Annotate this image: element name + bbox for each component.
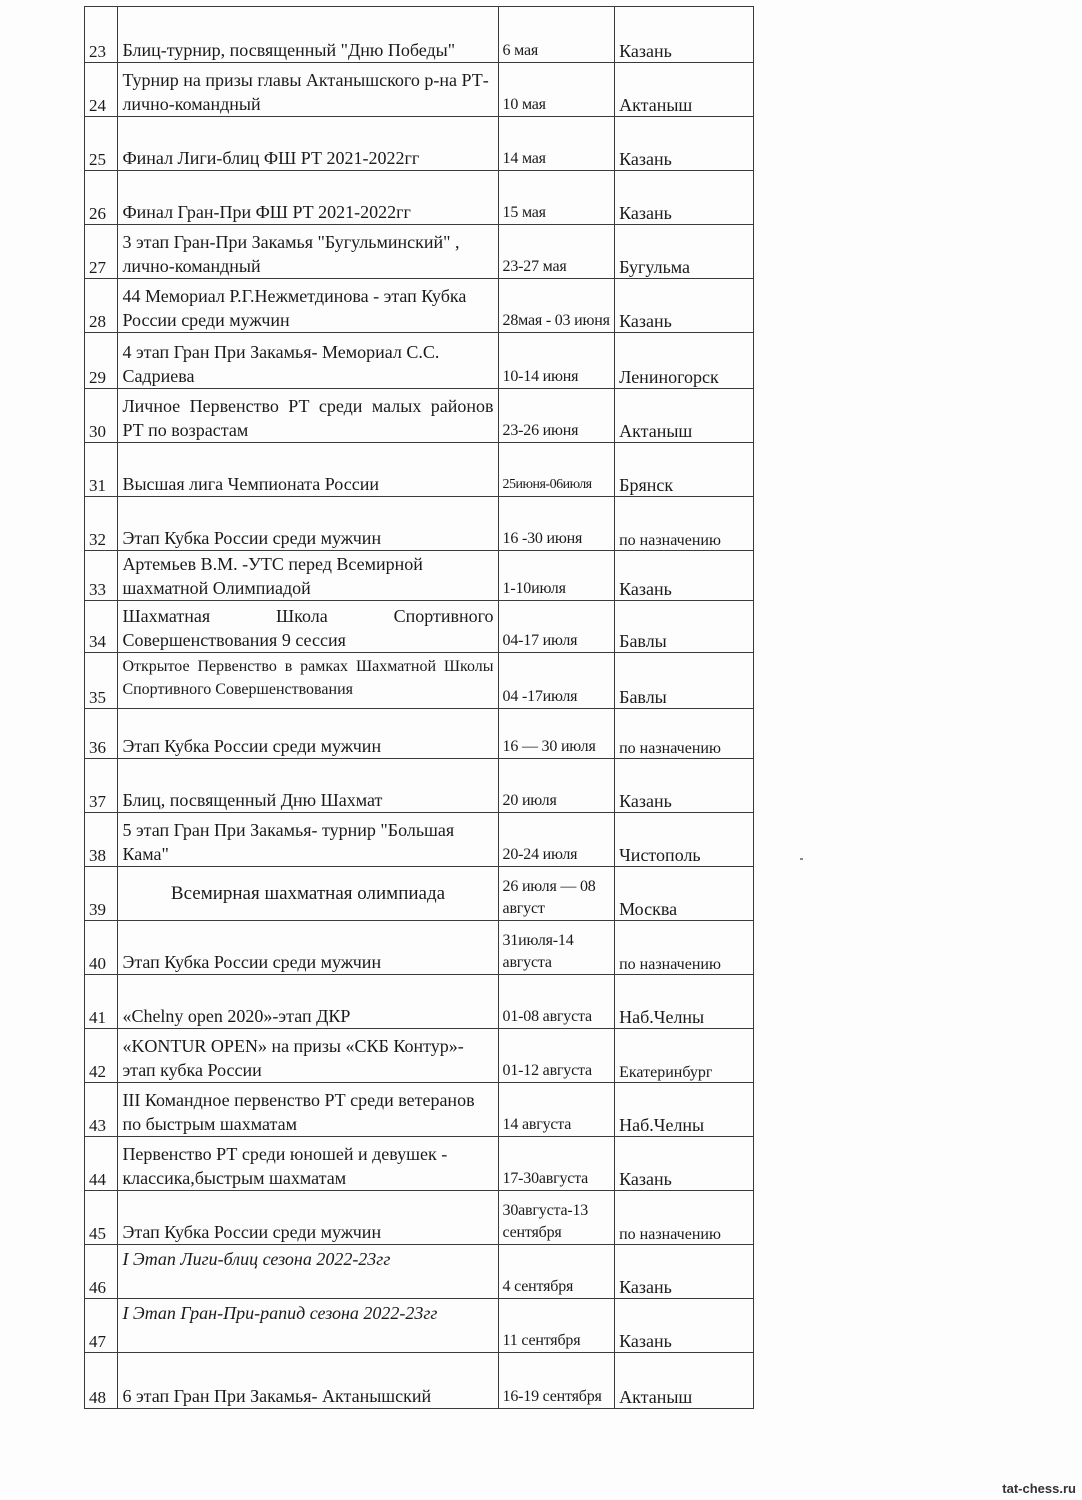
event-name: 44 Мемориал Р.Г.Нежметдинова - этап Кубка России среди мужчин xyxy=(118,279,498,333)
row-number: 45 xyxy=(85,1191,118,1245)
event-name: III Командное первенство РТ среди ветеранов по быстрым шахматам xyxy=(118,1083,498,1137)
table-row xyxy=(85,443,754,497)
event-place: Казань xyxy=(615,7,754,63)
table-row xyxy=(85,1137,754,1191)
table-row xyxy=(85,759,754,813)
event-name: Этап Кубка России среди мужчин xyxy=(118,1191,498,1245)
event-date: 23-27 мая xyxy=(498,225,615,279)
event-name: «KONTUR OPEN» на призы «СКБ Контур»-этап кубка России xyxy=(118,1029,498,1083)
table-row xyxy=(85,225,754,279)
event-place: Актаныш xyxy=(615,63,754,117)
row-number: 38 xyxy=(85,813,118,867)
row-number: 43 xyxy=(85,1083,118,1137)
event-date: 04 -17июля xyxy=(498,653,615,709)
row-number: 48 xyxy=(85,1353,118,1409)
event-date: 28мая - 03 июня xyxy=(498,279,615,333)
row-number: 29 xyxy=(85,333,118,389)
event-place: Бугульма xyxy=(615,225,754,279)
row-number: 27 xyxy=(85,225,118,279)
event-place: Чистополь xyxy=(615,813,754,867)
event-place: Бавлы xyxy=(615,653,754,709)
event-place: по назначению xyxy=(615,921,754,975)
table-row xyxy=(85,171,754,225)
table-row xyxy=(85,1191,754,1245)
table-row xyxy=(85,7,754,63)
event-date: 25июня-06июля xyxy=(498,443,615,497)
event-date: 11 сентября xyxy=(498,1299,615,1353)
event-date: 16-19 сентября xyxy=(498,1353,615,1409)
row-number: 28 xyxy=(85,279,118,333)
event-date: 6 мая xyxy=(498,7,615,63)
event-date: 4 сентября xyxy=(498,1245,615,1299)
table-row xyxy=(85,601,754,653)
row-number: 30 xyxy=(85,389,118,443)
table-row xyxy=(85,653,754,709)
event-name: Шахматная Школа Спортивного Совершенствования 9 сессия xyxy=(118,601,498,653)
table-row xyxy=(85,1353,754,1409)
event-date: 17-30августа xyxy=(498,1137,615,1191)
row-number: 47 xyxy=(85,1299,118,1353)
event-name: Этап Кубка России среди мужчин xyxy=(118,497,498,551)
event-name: 3 этап Гран-При Закамья "Бугульминский" , лично-командный xyxy=(118,225,498,279)
row-number: 46 xyxy=(85,1245,118,1299)
event-place: Казань xyxy=(615,171,754,225)
event-name: 4 этап Гран При Закамья- Мемориал С.С. Садриева xyxy=(118,333,498,389)
event-place: по назначению xyxy=(615,1191,754,1245)
scan-speck xyxy=(800,858,803,860)
event-place: Москва xyxy=(615,867,754,921)
event-place: Казань xyxy=(615,551,754,601)
event-date: 01-12 августа xyxy=(498,1029,615,1083)
table-row xyxy=(85,921,754,975)
event-name: Этап Кубка России среди мужчин xyxy=(118,921,498,975)
event-date: 20-24 июля xyxy=(498,813,615,867)
row-number: 25 xyxy=(85,117,118,171)
table-row xyxy=(85,551,754,601)
event-name: Финал Лиги-блиц ФШ РТ 2021-2022гг xyxy=(118,117,498,171)
event-place: Казань xyxy=(615,279,754,333)
event-date: 1-10июля xyxy=(498,551,615,601)
event-place: Наб.Челны xyxy=(615,975,754,1029)
row-number: 24 xyxy=(85,63,118,117)
table-row xyxy=(85,867,754,921)
row-number: 37 xyxy=(85,759,118,813)
event-name: Первенство РТ среди юношей и девушек - классика,быстрым шахматам xyxy=(118,1137,498,1191)
row-number: 35 xyxy=(85,653,118,709)
event-date: 14 мая xyxy=(498,117,615,171)
table-row xyxy=(85,1245,754,1299)
event-date: 23-26 июня xyxy=(498,389,615,443)
row-number: 44 xyxy=(85,1137,118,1191)
event-name: I Этап Лиги-блиц сезона 2022-23гг xyxy=(118,1245,498,1299)
event-place: Актаныш xyxy=(615,1353,754,1409)
event-name: I Этап Гран-При-рапид сезона 2022-23гг xyxy=(118,1299,498,1353)
row-number: 32 xyxy=(85,497,118,551)
table-row xyxy=(85,63,754,117)
event-name: 5 этап Гран При Закамья- турнир "Большая Кама" xyxy=(118,813,498,867)
table-row xyxy=(85,1083,754,1137)
event-name: Блиц-турнир, посвященный "Дню Победы" xyxy=(118,7,498,63)
row-number: 40 xyxy=(85,921,118,975)
row-number: 41 xyxy=(85,975,118,1029)
event-date: 10 мая xyxy=(498,63,615,117)
event-date: 20 июля xyxy=(498,759,615,813)
event-date: 15 мая xyxy=(498,171,615,225)
row-number: 36 xyxy=(85,709,118,759)
event-name: Открытое Первенство в рамках Шахматной Школы Спортивного Совершенствования xyxy=(118,653,498,709)
event-place: Актаныш xyxy=(615,389,754,443)
event-date: 30августа-13 сентября xyxy=(498,1191,615,1245)
event-name: Всемирная шахматная олимпиада xyxy=(118,867,498,921)
event-place: Брянск xyxy=(615,443,754,497)
table-row xyxy=(85,975,754,1029)
row-number: 34 xyxy=(85,601,118,653)
table-row xyxy=(85,709,754,759)
event-place: Бавлы xyxy=(615,601,754,653)
table-row xyxy=(85,1029,754,1083)
row-number: 42 xyxy=(85,1029,118,1083)
event-place: Лениногорск xyxy=(615,333,754,389)
watermark: tat-chess.ru xyxy=(1002,1481,1076,1496)
event-name: Артемьев В.М. -УТС перед Всемирной шахматной Олимпиадой xyxy=(118,551,498,601)
table-row xyxy=(85,813,754,867)
tournament-schedule-table xyxy=(84,6,754,1409)
event-name: Личное Первенство РТ среди малых районов РТ по возрастам xyxy=(118,389,498,443)
event-name: Турнир на призы главы Актанышского р-на РТ-лично-командный xyxy=(118,63,498,117)
event-name: «Chelny open 2020»-этап ДКР xyxy=(118,975,498,1029)
table-row xyxy=(85,117,754,171)
event-name: Финал Гран-При ФШ РТ 2021-2022гг xyxy=(118,171,498,225)
event-date: 04-17 июля xyxy=(498,601,615,653)
event-name: Высшая лига Чемпионата России xyxy=(118,443,498,497)
event-name: Блиц, посвященный Дню Шахмат xyxy=(118,759,498,813)
event-date: 16 -30 июня xyxy=(498,497,615,551)
event-date: 26 июля — 08 август xyxy=(498,867,615,921)
table-row xyxy=(85,1299,754,1353)
table-row xyxy=(85,279,754,333)
row-number: 26 xyxy=(85,171,118,225)
event-date: 14 августа xyxy=(498,1083,615,1137)
event-date: 16 — 30 июля xyxy=(498,709,615,759)
event-place: Екатеринбург xyxy=(615,1029,754,1083)
event-place: Казань xyxy=(615,1137,754,1191)
event-place: по назначению xyxy=(615,497,754,551)
event-date: 10-14 июня xyxy=(498,333,615,389)
table-row xyxy=(85,389,754,443)
event-date: 01-08 августа xyxy=(498,975,615,1029)
event-place: Казань xyxy=(615,117,754,171)
event-name: 6 этап Гран При Закамья- Актанышский xyxy=(118,1353,498,1409)
event-place: Казань xyxy=(615,759,754,813)
event-place: по назначению xyxy=(615,709,754,759)
event-place: Казань xyxy=(615,1245,754,1299)
table-row xyxy=(85,333,754,389)
table-row xyxy=(85,497,754,551)
event-date: 31июля-14 августа xyxy=(498,921,615,975)
event-place: Казань xyxy=(615,1299,754,1353)
row-number: 31 xyxy=(85,443,118,497)
row-number: 23 xyxy=(85,7,118,63)
event-name: Этап Кубка России среди мужчин xyxy=(118,709,498,759)
event-place: Наб.Челны xyxy=(615,1083,754,1137)
row-number: 39 xyxy=(85,867,118,921)
row-number: 33 xyxy=(85,551,118,601)
